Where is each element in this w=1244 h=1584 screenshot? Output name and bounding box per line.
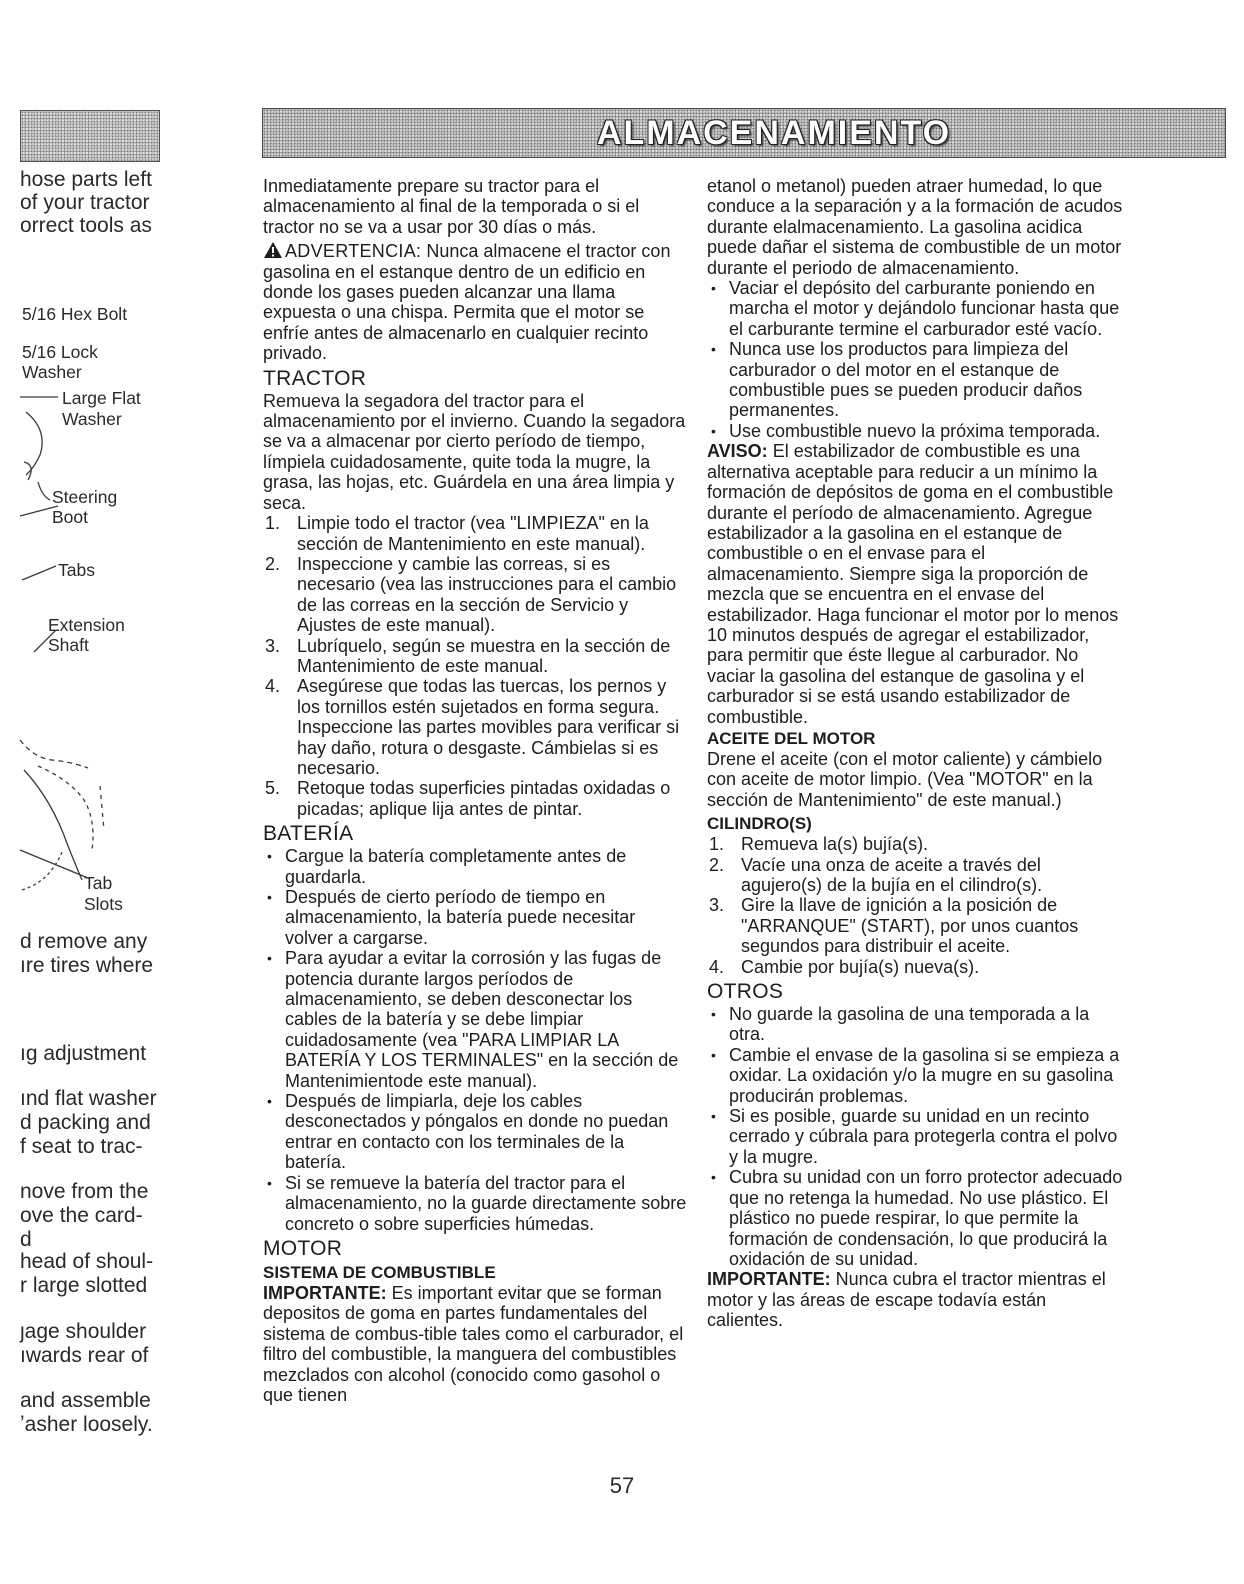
label-steering-boot: Steering bbox=[52, 487, 118, 507]
label-large-flat-washer-2: Washer bbox=[62, 409, 122, 429]
tractor-steps-list bbox=[263, 513, 688, 819]
list-item: • Después de limpiarla, deje los cables desconectados y póngalos en donde no puedan entrar en contacto con los terminales de la batería. bbox=[263, 1091, 688, 1173]
label-tab-slots-2: Slots bbox=[84, 894, 123, 914]
tractor-paragraph: Remueva la segadora del tractor para el almacenamiento por el invierno. Cuando la segadora se va a almacenar por cierto período de tiempo, límpiela cuidadosamente, quite toda la mugre, la grasa, las hojas, etc. Guárdela en una área limpia y seca. bbox=[263, 390, 686, 513]
left-text-line: ıwards rear of bbox=[20, 1344, 149, 1367]
page-number: 57 bbox=[609, 1473, 635, 1498]
step-number: 2. bbox=[265, 553, 281, 574]
intro-paragraph: Inmediatamente prepare su tractor para el almacenamiento al final de la temporada o si el tractor no se va a usar por 30 días o más. bbox=[263, 176, 640, 237]
shaft-dashed-outline bbox=[20, 740, 88, 768]
step-number: 3. bbox=[709, 895, 725, 916]
left-text-line: ıg adjustment bbox=[20, 1042, 147, 1065]
left-partial-column bbox=[0, 0, 200, 1584]
list-item bbox=[707, 834, 1125, 854]
step-number: 4. bbox=[265, 676, 281, 697]
list-item: • Para ayudar a evitar la corrosión y las fugas de potencia durante largos períodos de almacenamiento, se deben desconectar los cables de la batería y se debe limpiar cuidadosamente (vea "PARA LIMPIAR LA BATERÍA Y LOS TERMINALES" en la sección de Mantenimientode este manual). bbox=[263, 948, 688, 1091]
label-lock-washer: 5/16 Lock bbox=[22, 342, 98, 362]
step-number: 3. bbox=[265, 635, 281, 656]
banner-title: ALMACENAMIENTO bbox=[596, 113, 952, 152]
left-text-line: and assemble bbox=[20, 1389, 151, 1412]
label-hex-bolt: 5/16 Hex Bolt bbox=[22, 304, 128, 324]
step-text: Limpie todo el tractor (vea "LIMPIEZA" en la sección de Mantenimiento en este manual). bbox=[297, 513, 649, 554]
left-text-line: ʼasher loosely. bbox=[20, 1413, 153, 1436]
left-text-line: ove the card- bbox=[20, 1204, 143, 1227]
label-large-flat-washer: Large Flat bbox=[62, 388, 141, 408]
parts-diagram-sketch bbox=[0, 0, 200, 920]
importante-paragraph bbox=[263, 1283, 688, 1405]
importante-text: Es important evitar que se forman depositos de goma en partes fundamentales del sistema de combus-tible tales como el carburador, el filtro del combustible, la manguera del combustibles mezclados con alcohol (conocido como gasohol o que tienen bbox=[263, 1282, 684, 1405]
list-item: • Cargue la batería completamente antes de guardarla. bbox=[263, 846, 688, 887]
list-item bbox=[707, 957, 1125, 977]
left-text-line: orrect tools as bbox=[20, 214, 152, 237]
warning-paragraph bbox=[263, 241, 688, 363]
step-number: 2. bbox=[709, 854, 725, 875]
label-extension-shaft-2: Shaft bbox=[48, 635, 89, 655]
step-number: 5. bbox=[265, 778, 281, 799]
list-item: • Después de cierto período de tiempo en almacenamiento, la batería puede necesitar volver a cargarse. bbox=[263, 887, 688, 948]
list-item bbox=[263, 554, 688, 636]
list-item bbox=[707, 895, 1125, 956]
step-text: Gire la llave de ignición a la posición de "ARRANQUE" (START), por unos cuantos segundos para distribuir el aceite. bbox=[741, 895, 1079, 957]
left-text-line: nove from the bbox=[20, 1180, 149, 1203]
leader-line-steering-boot-2 bbox=[20, 506, 58, 516]
step-number: 4. bbox=[709, 956, 725, 977]
aviso-paragraph bbox=[707, 441, 1125, 727]
step-number: 1. bbox=[265, 513, 281, 534]
bateria-bullets bbox=[263, 846, 688, 1234]
list-item: • Si se remueve la batería del tractor para el almacenamiento, no la guarde directamente sobre concreto o sobre superficies húmedas. bbox=[263, 1173, 688, 1234]
leader-line-tabs bbox=[22, 566, 56, 580]
list-item: • Use combustible nuevo la próxima temporada. bbox=[707, 421, 1125, 441]
list-item: • No guarde la gasolina de una temporada a la otra. bbox=[707, 1004, 1125, 1045]
left-text-line: f seat to trac- bbox=[20, 1135, 143, 1158]
warning-triangle-icon bbox=[263, 241, 283, 259]
heading-tractor: TRACTOR bbox=[263, 366, 367, 390]
heading-cilindros: CILINDRO(S) bbox=[707, 814, 812, 834]
heading-sistema-combustible: SISTEMA DE COMBUSTIBLE bbox=[263, 1262, 496, 1282]
step-number: 1. bbox=[709, 834, 725, 855]
cilindros-steps-list bbox=[707, 834, 1125, 977]
heading-aceite-motor: ACEITE DEL MOTOR bbox=[707, 728, 876, 748]
step-text: Asegúrese que todas las tuercas, los pernos y los tornillos estén sujetados en forma segura. Inspeccione las partes movibles para verificar si hay daño, rotura o desgaste. Cámbielas si es necesario. bbox=[297, 676, 680, 778]
slot-dashed-outline bbox=[22, 852, 62, 890]
left-text-line: ȷage shoulder bbox=[20, 1320, 147, 1343]
washer-sketch-arc bbox=[26, 412, 42, 475]
label-tabs: Tabs bbox=[58, 560, 95, 580]
label-extension-shaft: Extension bbox=[48, 615, 125, 635]
step-text: Cambie por bujía(s) nueva(s). bbox=[741, 956, 980, 977]
leader-line-steering-boot bbox=[38, 482, 50, 500]
label-tab-slots: Tab bbox=[84, 873, 113, 893]
step-text: Vacíe una onza de aceite a través del agujero(s) de la bujía en el cilindro(s). bbox=[741, 854, 1043, 895]
label-lock-washer-2: Washer bbox=[22, 362, 82, 382]
list-item: • Nunca use los productos para limpieza del carburador o del motor en el estanque de combustible pues se pueden producir daños permanentes. bbox=[707, 339, 1125, 421]
left-text-line: ıre tires where bbox=[20, 954, 154, 977]
otros-bullets bbox=[707, 1004, 1125, 1269]
importante-label: IMPORTANTE: bbox=[263, 1282, 387, 1303]
heading-motor: MOTOR bbox=[263, 1236, 343, 1260]
left-text-line: hose parts left bbox=[20, 168, 152, 191]
list-item: • Si es posible, guarde su unidad en un recinto cerrado y cúbrala para protegerla contra el polvo y la mugre. bbox=[707, 1106, 1125, 1167]
list-item: • Cubra su unidad con un forro protector adecuado que no retenga la humedad. No use plástico. El plástico no puede respirar, lo que permite la formación de condensación, lo que producirá la oxidación de su unidad. bbox=[707, 1167, 1125, 1269]
importante-2-text: Nunca cubra el tractor mientras el motor y las áreas de escape todavía están calientes. bbox=[707, 1269, 1106, 1331]
heading-bateria: BATERÍA bbox=[263, 822, 354, 846]
aviso-label: AVISO: bbox=[707, 441, 768, 462]
label-steering-boot-2: Boot bbox=[52, 507, 88, 527]
left-text-line: d packing and bbox=[20, 1111, 151, 1134]
left-text-line: r large slotted bbox=[20, 1274, 148, 1297]
left-text-line: of your tractor bbox=[20, 191, 150, 214]
step-text: Remueva la(s) bujía(s). bbox=[741, 834, 929, 855]
fuel-bullets bbox=[707, 278, 1125, 441]
step-text: Inspeccione y cambie las correas, si es necesario (vea las instrucciones para el cambio de las correas en la sección de Servicio y Ajustes de este manual). bbox=[297, 553, 677, 636]
tab-dashed-guide bbox=[100, 786, 104, 830]
tab-line bbox=[20, 850, 88, 878]
heading-otros: OTROS bbox=[707, 980, 784, 1004]
left-text-line: d bbox=[20, 1228, 32, 1251]
step-text: Retoque todas superficies pintadas oxidadas o picadas; aplique lija antes de pintar. bbox=[297, 778, 671, 819]
leader-line-extension-shaft bbox=[34, 630, 56, 652]
importante-2-label: IMPORTANTE: bbox=[707, 1269, 831, 1290]
aviso-text: El estabilizador de combustible es una alternativa aceptable para reducir a un mínimo la formación de depósitos de goma en el combustible durante el período de almacenamiento. Agregue estabilizador a la gasolina en el estanque de combustible o en el envase para el almacenamiento. Siempre siga la proporción de mezcla que se encuentra en el envase del estabilizador. Haga funcionar el motor por lo menos 10 minutos después de agregar el estabilizador, para permitir que éste llegue al carburador. No vaciar la gasolina del estanque de gasolina y el carburador si se está usando estabilizador de combustible. bbox=[707, 441, 1119, 727]
aceite-paragraph: Drene el aceite (con el motor caliente) y cámbielo con aceite de motor limpio. (Vea "MOTOR" en la sección de Mantenimiento" de este manual.) bbox=[707, 748, 1103, 810]
list-item: • Cambie el envase de la gasolina si se empieza a oxidar. La oxidación y/o la mugre en su gasolina producirán problemas. bbox=[707, 1045, 1125, 1106]
warning-label: ADVERTENCIA: bbox=[285, 241, 422, 262]
section-banner bbox=[262, 108, 1226, 158]
continuation-paragraph: etanol o metanol) pueden atraer humedad, lo que conduce a la separación y a la formación de acudos durante elalmacenamiento. La gasolina acidica puede dañar el sistema de combustible de un motor durante el periodo de almacenamiento. bbox=[707, 176, 1123, 278]
text-column-2 bbox=[707, 176, 1125, 1331]
list-item bbox=[263, 676, 688, 778]
list-item bbox=[263, 778, 688, 819]
list-item: • Vaciar el depósito del carburante poniendo en marcha el motor y dejándolo funcionar hasta que el carburante termine el carburador esté vacío. bbox=[707, 278, 1125, 339]
left-text-line: head of shoul- bbox=[20, 1250, 154, 1273]
list-item bbox=[263, 636, 688, 677]
importante-2-paragraph bbox=[707, 1269, 1125, 1330]
left-text-line: ınd flat washer bbox=[20, 1087, 157, 1110]
warning-text: Nunca almacene el tractor con gasolina en el estanque dentro de un edificio en donde los gases pueden alcanzar una llama expuesta o una chispa. Permita que el motor se enfríe antes de almacenarlo en cualquier recinto privado. bbox=[263, 241, 671, 364]
text-column-1 bbox=[263, 176, 688, 1405]
list-item bbox=[263, 513, 688, 554]
left-text-line: d remove any bbox=[20, 930, 148, 953]
step-text: Lubríquelo, según se muestra en la sección de Mantenimiento de este manual. bbox=[297, 635, 671, 676]
list-item bbox=[707, 855, 1125, 896]
